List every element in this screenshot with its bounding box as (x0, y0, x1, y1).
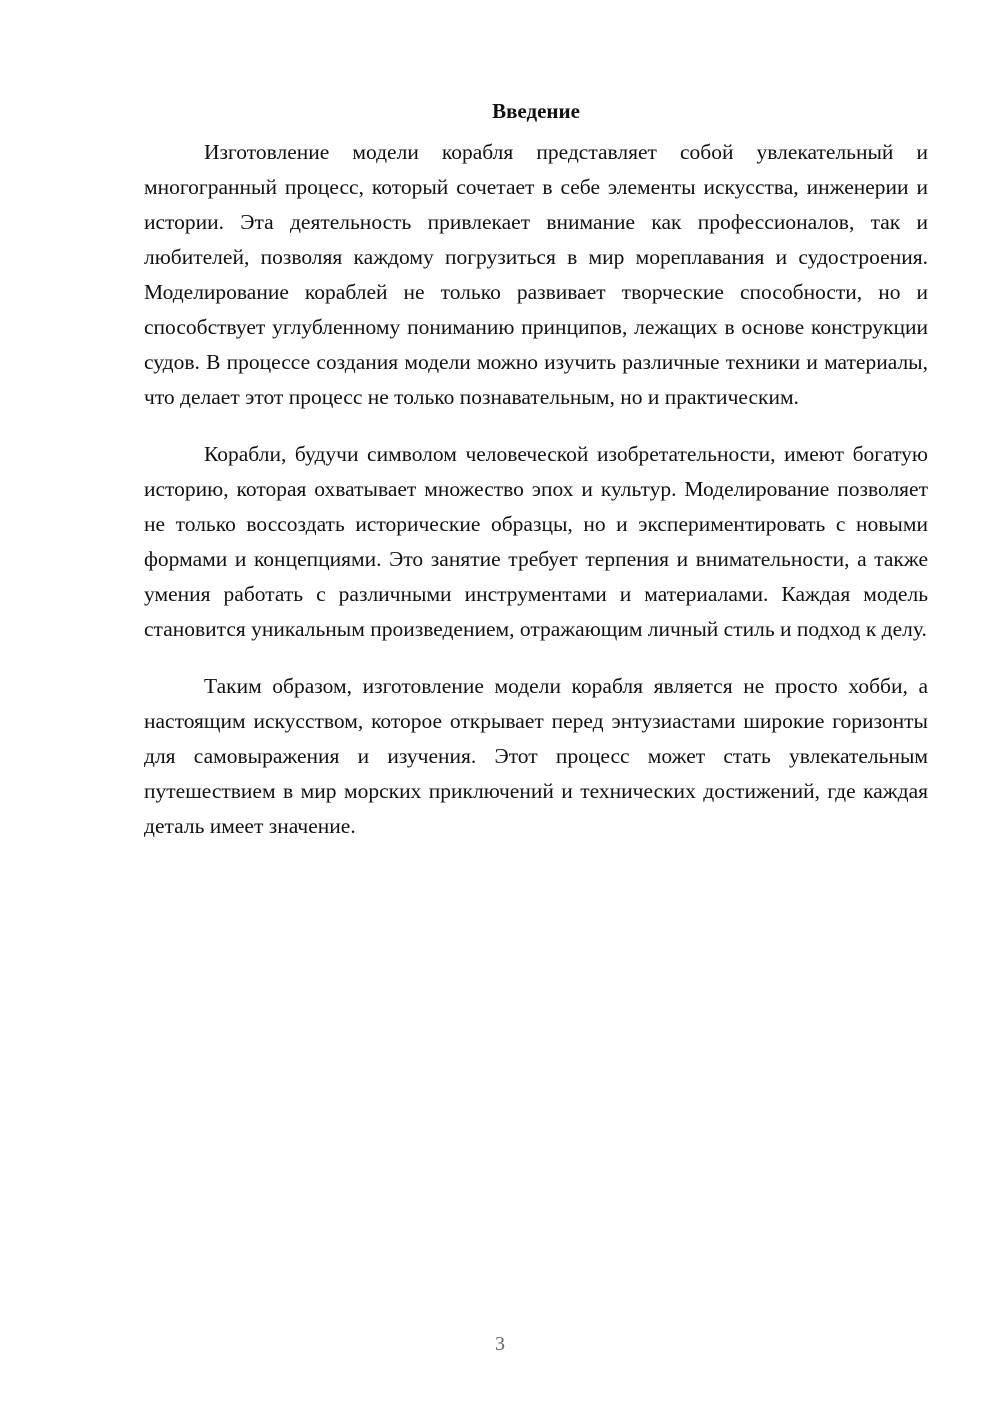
paragraph-3: Таким образом, изготовление модели корабля является не просто хобби, а настоящим искусством, которое открывает перед энтузиастами широкие горизонты для самовыражения и изучения. Этот процесс может стать увлекательным путешествием в мир морских приключений и технических достижений, где каждая деталь имеет значение. (144, 674, 928, 838)
paragraph-1: Изготовление модели корабля представляет собой увлекательный и многогранный процесс, который сочетает в себе элементы искусства, инженерии и истории. Эта деятельность привлекает внимание как профессионалов, так и любителей, позволяя каждому погрузиться в мир мореплавания и судостроения. Моделирование кораблей не только развивает творческие способности, но и способствует углубленному пониманию принципов, лежащих в основе конструкции судов. В процессе создания модели можно изучить различные техники и материалы, что делает этот процесс не только познавательным, но и практическим. (144, 140, 928, 409)
document-body (144, 96, 928, 844)
page-number: 3 (495, 1333, 505, 1355)
paragraph-2: Корабли, будучи символом человеческой изобретательности, имеют богатую историю, которая охватывает множество эпох и культур. Моделирование позволяет не только воссоздать исторические образцы, но и экспериментировать с новыми формами и концепциями. Это занятие требует терпения и внимательности, а также умения работать с различными инструментами и материалами. Каждая модель становится уникальным произведением, отражающим личный стиль и подход к делу. (144, 442, 928, 641)
section-title: Введение (492, 99, 580, 123)
